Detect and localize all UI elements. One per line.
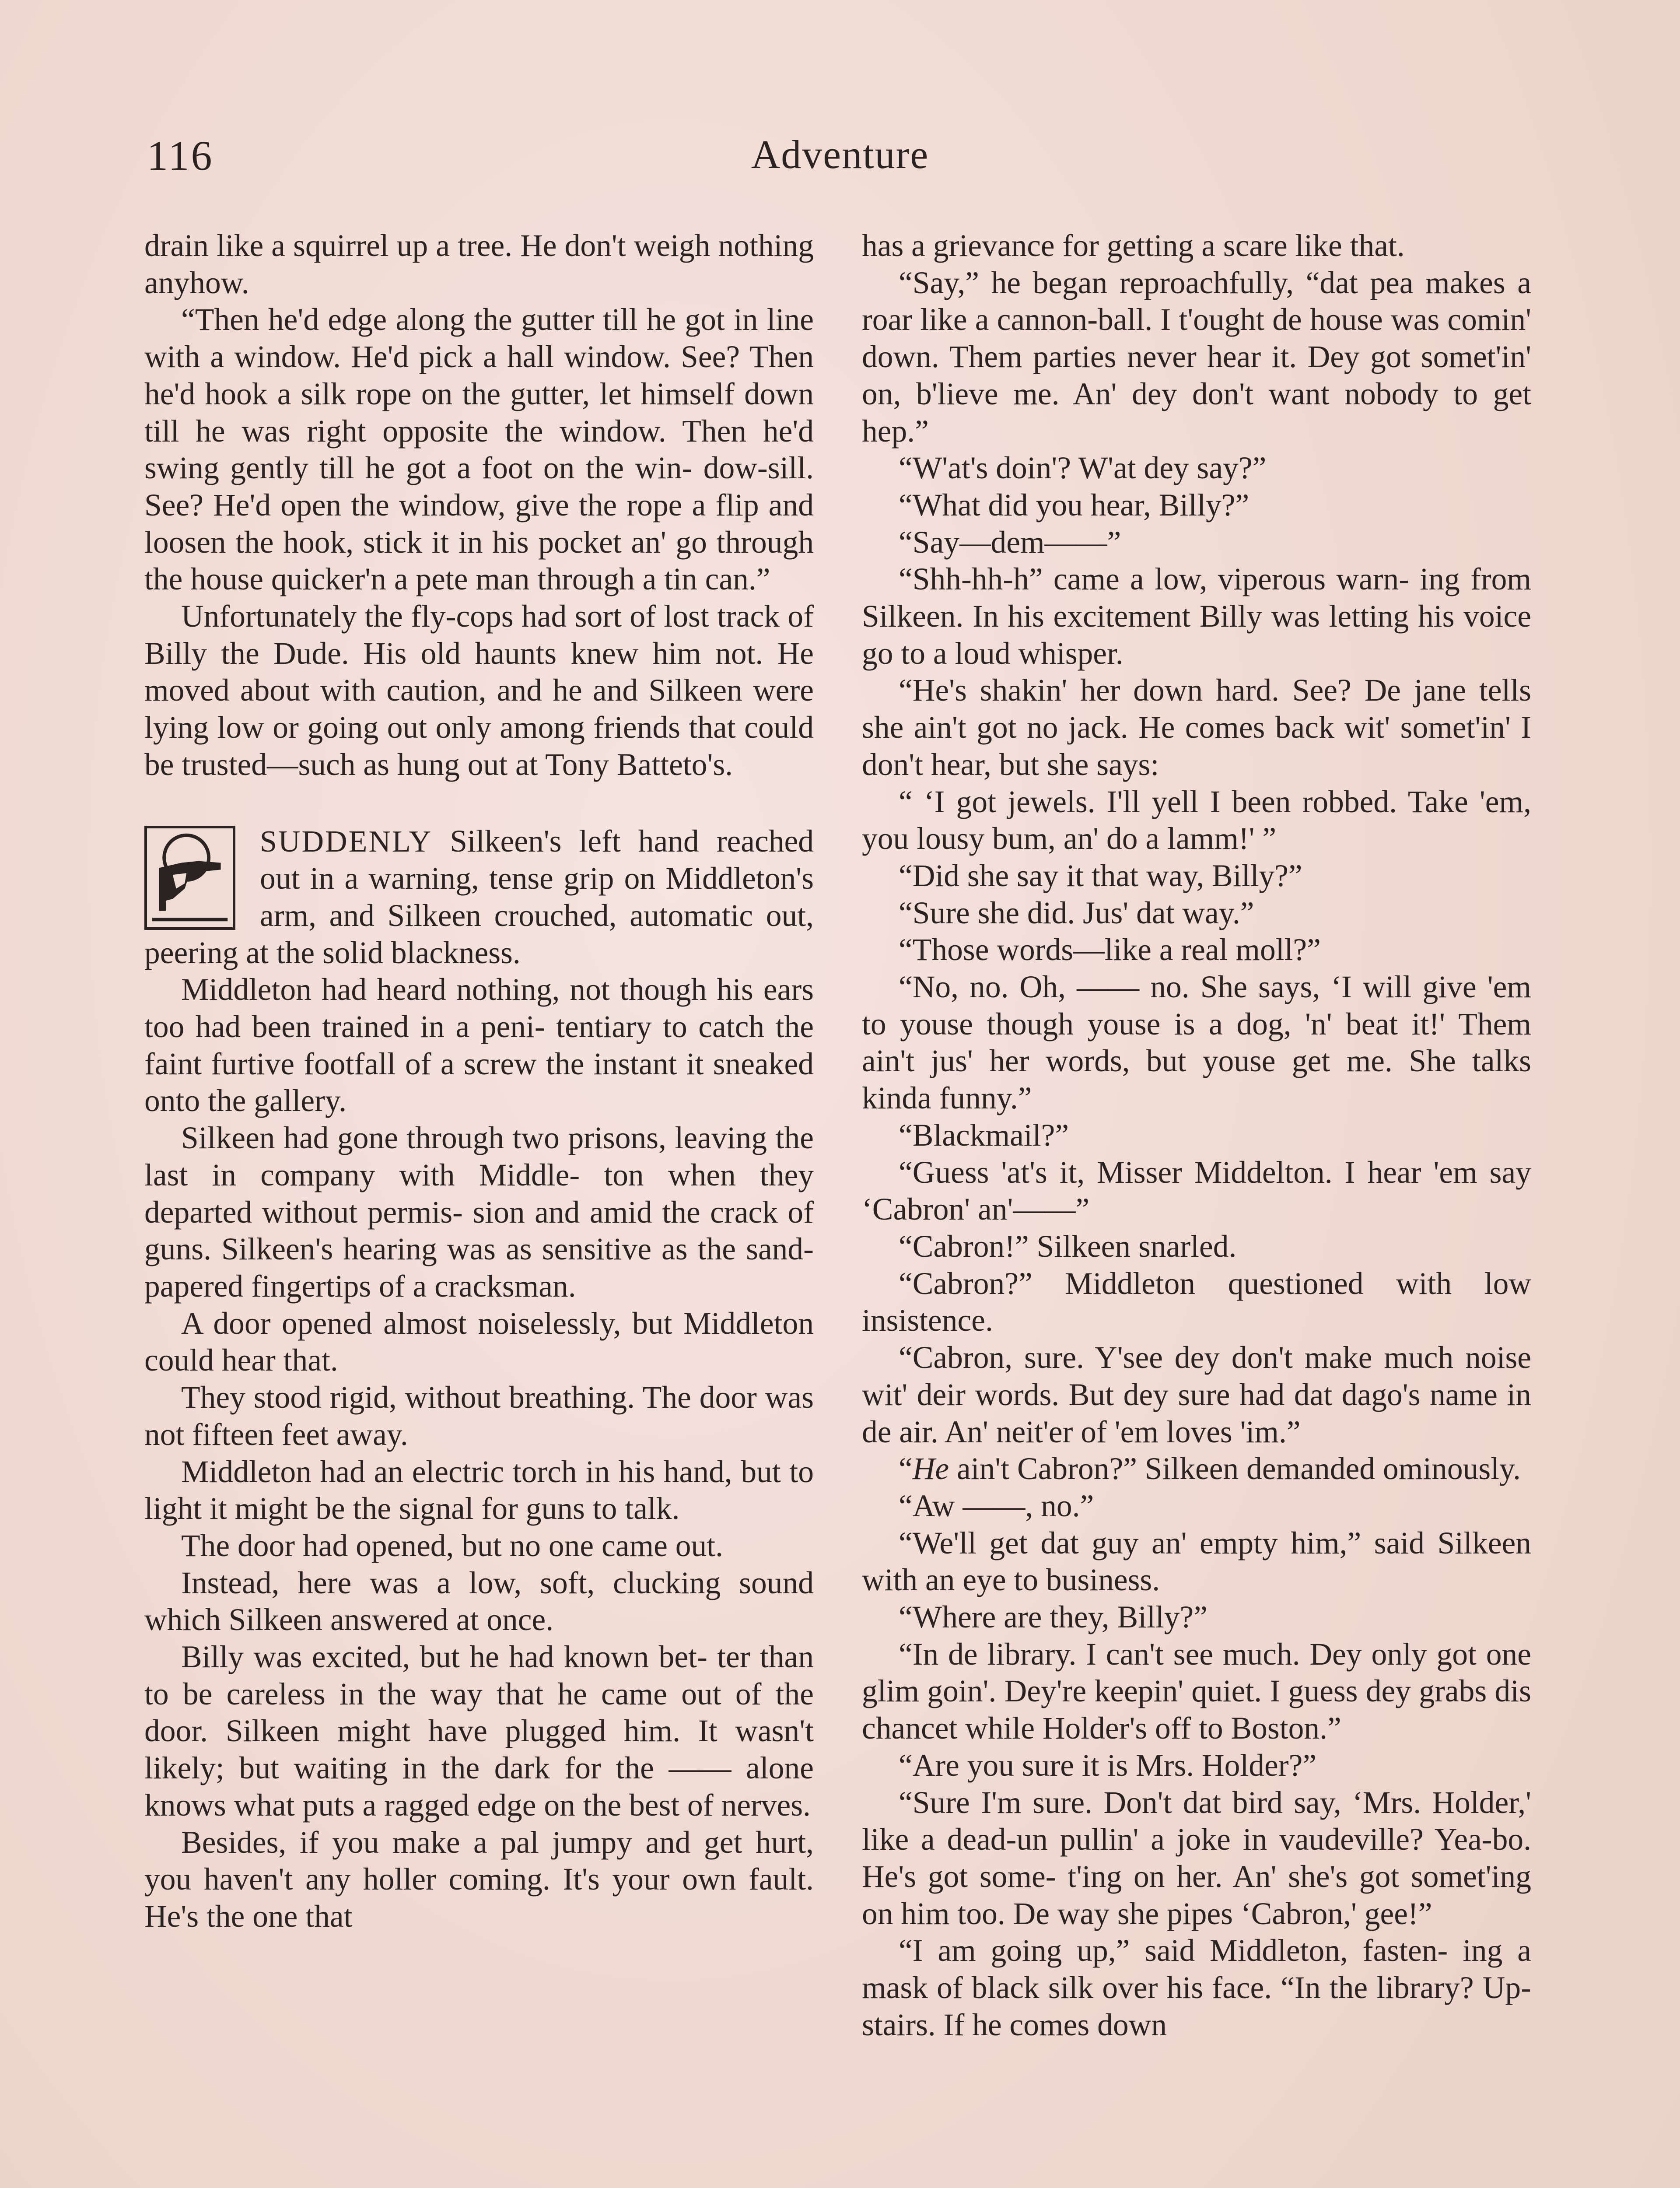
paragraph: “In de library. I can't see much. Dey only got one glim goin'. Dey're keepin' quiet. I guess dey grabs dis chancet while Holder's off to Boston.” bbox=[862, 1637, 1531, 1746]
paragraph: They stood rigid, without breathing. The door was not fifteen feet away. bbox=[144, 1380, 814, 1452]
paragraph: “W'at's doin'? W'at dey say?” bbox=[899, 451, 1267, 486]
paragraph: has a grievance for getting a scare like that. bbox=[862, 228, 1405, 263]
paragraph: Unfortunately the fly-cops had sort of lost track of Billy the Dude. His old haunts knew him not. He moved about with caution, and he and Silkeen were lying low or going out only among friends that could be trusted—such as hung out at Tony Batteto's. bbox=[144, 599, 814, 782]
paragraph: “Shh-hh-h” came a low, viperous warn- ing from Silkeen. In his excitement Billy was letting his voice go to a loud whisper. bbox=[862, 562, 1531, 671]
paragraph: Middleton had heard nothing, not though his ears too had been trained in a peni- tentiary to catch the faint furtive footfall of a screw the instant it sneaked onto the gallery. bbox=[144, 972, 814, 1119]
paragraph: “I am going up,” said Middleton, fasten- ing a mask of black silk over his face. “In the library? Up-stairs. If he comes down bbox=[862, 1933, 1531, 2042]
paragraph: “We'll get dat guy an' empty him,” said Silkeen with an eye to business. bbox=[862, 1525, 1531, 1598]
paragraph: “He's shakin' her down hard. See? De jane tells she ain't got no jack. He comes back wit' somet'in' I don't hear, but she says: bbox=[862, 673, 1531, 782]
paragraph: “Guess 'at's it, Misser Middelton. I hear 'em say ‘Cabron' an'——” bbox=[862, 1155, 1531, 1227]
paragraph: Billy was excited, but he had known bet- ter than to be careless in the way that he came out of the door. Silkeen might have plugged him. It wasn't likely; but waiting in the dark for the —— alone knows what puts a ragged edge on the best of nerves. bbox=[144, 1640, 814, 1823]
section-lead-in: SUDDENLY bbox=[260, 824, 433, 859]
paragraph: “No, no. Oh, —— no. She says, ‘I will give 'em to youse though youse is a dog, 'n' beat it!' Them ain't jus' her words, but youse get me. She talks kinda funny.” bbox=[862, 970, 1531, 1116]
paragraph: Instead, here was a low, soft, clucking sound which Silkeen answered at once. bbox=[144, 1565, 814, 1637]
paragraph: “Sure I'm sure. Don't dat bird say, ‘Mrs. Holder,' like a dead-un pullin' a joke in vaudeville? Yea-bo. He's got some- t'ing on her. An' she's got somet'ing on him too. De way she pipes ‘Cabron,' gee!” bbox=[862, 1785, 1531, 1931]
paragraph: A door opened almost noiselessly, but Middleton could hear that. bbox=[144, 1306, 814, 1378]
section-lead-text: Silkeen's left hand reached out in a warning, tense grip on Middleton's arm, and Silkeen crouched, automatic out, peering at the solid blackness. bbox=[144, 824, 814, 970]
left-column-paragraphs-continued bbox=[144, 971, 814, 1935]
paragraph: “Cabron?” Middleton questioned with low insistence. bbox=[862, 1266, 1531, 1338]
paragraph: Silkeen had gone through two prisons, leaving the last in company with Middle- ton when they departed without permis- sion and amid the crack of guns. Silkeen's hearing was as sensitive as the sand-papered fingertips of a cracksman. bbox=[144, 1121, 814, 1304]
paragraph: “ ‘I got jewels. I'll yell I been robbed. Take 'em, you lousy bum, an' do a lamm!' ” bbox=[862, 784, 1531, 856]
paragraph: “Say—dem——” bbox=[899, 525, 1121, 560]
paragraph: “Are you sure it is Mrs. Holder?” bbox=[899, 1748, 1317, 1783]
left-column bbox=[144, 228, 814, 1936]
paragraph: “Sure she did. Jus' dat way.” bbox=[899, 895, 1254, 930]
right-column-paragraphs bbox=[862, 228, 1531, 2044]
paragraph: “Say,” he began reproachfully, “dat pea makes a roar like a cannon-ball. I t'ought de house was comin' down. Them parties never hear it. Dey got somet'in' on, b'lieve me. An' dey don't want nobody to get hep.” bbox=[862, 265, 1531, 449]
paragraph: “He ain't Cabron?” Silkeen demanded ominously. bbox=[899, 1452, 1521, 1487]
paragraph: “Those words—like a real moll?” bbox=[899, 933, 1321, 968]
left-column-paragraphs bbox=[144, 228, 814, 784]
section-break bbox=[144, 823, 814, 972]
paragraph: “Blackmail?” bbox=[899, 1118, 1069, 1153]
italic-word: He bbox=[912, 1452, 949, 1487]
paragraph: drain like a squirrel up a tree. He don't weigh nothing anyhow. bbox=[144, 228, 814, 300]
hand-pointing-pistol-icon bbox=[144, 826, 235, 930]
paragraph: “Cabron, sure. Y'see dey don't make much noise wit' deir words. But dey sure had dat dago's name in de air. An' neit'er of 'em loves 'im.” bbox=[862, 1340, 1531, 1449]
paragraph: The door had opened, but no one came out. bbox=[181, 1528, 723, 1563]
right-column bbox=[862, 228, 1531, 2044]
running-head-title: Adventure bbox=[751, 132, 929, 177]
paragraph: “Where are they, Billy?” bbox=[899, 1600, 1208, 1635]
page-number: 116 bbox=[147, 132, 214, 179]
paragraph: Middleton had an electric torch in his hand, but to light it might be the signal for guns to talk. bbox=[144, 1454, 814, 1526]
section-lead-paragraph bbox=[144, 823, 814, 972]
paragraph: “Then he'd edge along the gutter till he got in line with a window. He'd pick a hall window. See? Then he'd hook a silk rope on the gutter, let himself down till he was right opposite the window. Then he'd swing gently till he got a foot on the win- dow-sill. See? He'd open the window, give the rope a flip and loosen the hook, stick it in his pocket an' go through the house quicker'n a pete man through a tin can.” bbox=[144, 302, 814, 597]
paragraph: “Aw ——, no.” bbox=[899, 1488, 1094, 1523]
paragraph: Besides, if you make a pal jumpy and get hurt, you haven't any holler coming. It's your own fault. He's the one that bbox=[144, 1825, 814, 1934]
paragraph: “Did she say it that way, Billy?” bbox=[899, 858, 1302, 893]
paragraph: “Cabron!” Silkeen snarled. bbox=[899, 1229, 1237, 1264]
paragraph: “What did you hear, Billy?” bbox=[899, 487, 1250, 522]
